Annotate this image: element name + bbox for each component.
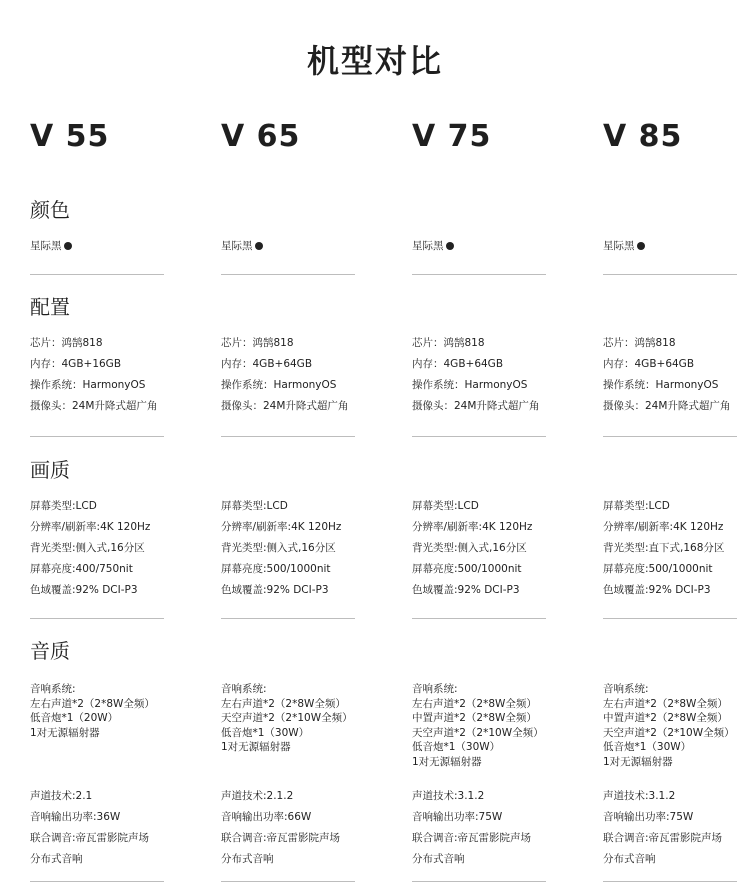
spec-line: 中置声道*2（2*8W全频）	[603, 712, 728, 724]
spec-line: 声道技术:2.1.2	[221, 790, 294, 802]
spec-line: 分布式音响	[412, 853, 465, 865]
color-swatch	[446, 242, 454, 250]
spec-line: 色域覆盖:92% DCI-P3	[603, 584, 711, 596]
color-value: 星际黑	[412, 240, 444, 252]
section-color-label: 颜色	[30, 198, 70, 222]
divider	[412, 881, 546, 882]
divider	[412, 436, 546, 437]
spec-line: 摄像头：24M升降式超广角	[30, 400, 158, 412]
display-list	[412, 496, 562, 601]
spec-line: 操作系统：HarmonyOS	[412, 379, 528, 391]
color-swatch	[64, 242, 72, 250]
spec-line: 联合调音:帝瓦雷影院声场	[603, 832, 723, 844]
sound-tech-list	[412, 786, 562, 870]
spec-line: 1对无源辐射器	[603, 755, 673, 768]
spec-line: 天空声道*2（2*10W全频）	[603, 726, 735, 739]
spec-line: 摄像头：24M升降式超广角	[221, 400, 349, 412]
spec-line: 中置声道*2（2*8W全频）	[412, 712, 537, 724]
sound-system-list	[30, 682, 180, 740]
spec-line: 屏幕亮度:500/1000nit	[603, 563, 713, 575]
spec-line: 芯片：鸿鹄818	[603, 337, 676, 349]
model-name: V 85	[603, 119, 683, 154]
display-list	[221, 496, 371, 601]
color-row	[603, 236, 750, 257]
spec-line: 背光类型:侧入式,16分区	[412, 542, 527, 554]
spec-line: 音响系统:	[30, 683, 76, 695]
color-row	[221, 236, 371, 257]
spec-line: 1对无源辐射器	[221, 741, 291, 753]
spec-line: 分辨率/刷新率:4K 120Hz	[412, 521, 533, 533]
color-row	[30, 236, 180, 257]
spec-line: 屏幕亮度:400/750nit	[30, 563, 133, 575]
divider	[221, 881, 355, 882]
section-display-label: 画质	[30, 458, 70, 482]
spec-line: 屏幕类型:LCD	[30, 500, 97, 512]
model-name: V 75	[412, 119, 492, 154]
spec-line: 联合调音:帝瓦雷影院声场	[30, 832, 150, 844]
spec-line: 音响系统:	[221, 683, 267, 695]
spec-line: 内存：4GB+64GB	[412, 358, 504, 370]
divider	[30, 618, 164, 619]
divider	[221, 274, 355, 275]
color-swatch	[637, 242, 645, 250]
spec-line: 背光类型:直下式,168分区	[603, 542, 725, 554]
color-row	[412, 236, 562, 257]
spec-line: 声道技术:3.1.2	[412, 790, 485, 802]
config-list	[412, 333, 562, 417]
divider	[30, 881, 164, 882]
spec-line: 分布式音响	[30, 853, 83, 865]
spec-line: 联合调音:帝瓦雷影院声场	[412, 832, 532, 844]
spec-line: 屏幕亮度:500/1000nit	[412, 563, 522, 575]
spec-line: 背光类型:侧入式,16分区	[221, 542, 336, 554]
divider	[603, 881, 737, 882]
divider	[221, 618, 355, 619]
sound-tech-list	[30, 786, 180, 870]
sound-system-list	[412, 682, 562, 769]
spec-line: 联合调音:帝瓦雷影院声场	[221, 832, 341, 844]
spec-line: 分辨率/刷新率:4K 120Hz	[221, 521, 342, 533]
spec-line: 左右声道*2（2*8W全频）	[221, 697, 346, 710]
divider	[412, 274, 546, 275]
divider	[30, 436, 164, 437]
spec-line: 操作系统：HarmonyOS	[30, 379, 146, 391]
spec-line: 音响输出功率:75W	[603, 811, 694, 823]
display-list	[603, 496, 750, 601]
spec-line: 音响输出功率:66W	[221, 811, 312, 823]
color-value: 星际黑	[30, 240, 62, 252]
spec-line: 左右声道*2（2*8W全频）	[30, 697, 155, 710]
divider	[603, 618, 737, 619]
sound-tech-list	[603, 786, 750, 870]
spec-line: 内存：4GB+64GB	[603, 358, 695, 370]
spec-line: 芯片：鸿鹄818	[412, 337, 485, 349]
spec-line: 屏幕亮度:500/1000nit	[221, 563, 331, 575]
spec-line: 天空声道*2（2*10W全频）	[221, 712, 353, 724]
display-list	[30, 496, 180, 601]
spec-line: 芯片：鸿鹄818	[30, 337, 103, 349]
spec-line: 低音炮*1（20W）	[30, 712, 119, 724]
spec-line: 背光类型:侧入式,16分区	[30, 542, 145, 554]
page-title: 机型对比	[306, 42, 443, 80]
spec-line: 摄像头：24M升降式超广角	[412, 400, 540, 412]
divider	[603, 436, 737, 437]
spec-line: 低音炮*1（30W）	[221, 726, 310, 739]
spec-line: 操作系统：HarmonyOS	[221, 379, 337, 391]
spec-line: 左右声道*2（2*8W全频）	[412, 697, 537, 710]
spec-line: 分布式音响	[221, 853, 274, 865]
spec-line: 天空声道*2（2*10W全频）	[412, 726, 544, 739]
section-config-label: 配置	[30, 295, 70, 319]
spec-line: 屏幕类型:LCD	[221, 500, 288, 512]
spec-line: 1对无源辐射器	[30, 726, 100, 739]
spec-line: 音响输出功率:75W	[412, 811, 503, 823]
sound-system-list	[221, 682, 371, 755]
spec-line: 操作系统：HarmonyOS	[603, 379, 719, 391]
spec-line: 分辨率/刷新率:4K 120Hz	[603, 521, 724, 533]
spec-line: 摄像头：24M升降式超广角	[603, 400, 731, 412]
spec-line: 分辨率/刷新率:4K 120Hz	[30, 521, 151, 533]
spec-line: 低音炮*1（30W）	[603, 741, 692, 753]
spec-line: 芯片：鸿鹄818	[221, 337, 294, 349]
spec-line: 色域覆盖:92% DCI-P3	[412, 584, 520, 596]
spec-line: 内存：4GB+16GB	[30, 358, 122, 370]
color-value: 星际黑	[603, 240, 635, 252]
spec-line: 左右声道*2（2*8W全频）	[603, 697, 728, 710]
spec-line: 音响系统:	[603, 683, 649, 695]
config-list	[221, 333, 371, 417]
spec-line: 屏幕类型:LCD	[603, 500, 670, 512]
config-list	[603, 333, 750, 417]
color-swatch	[255, 242, 263, 250]
divider	[221, 436, 355, 437]
spec-line: 屏幕类型:LCD	[412, 500, 479, 512]
spec-line: 音响系统:	[412, 683, 458, 695]
spec-line: 声道技术:3.1.2	[603, 790, 676, 802]
spec-line: 色域覆盖:92% DCI-P3	[30, 584, 138, 596]
divider	[30, 274, 164, 275]
spec-line: 分布式音响	[603, 853, 656, 865]
model-name: V 65	[221, 119, 301, 154]
config-list	[30, 333, 180, 417]
spec-line: 内存：4GB+64GB	[221, 358, 313, 370]
sound-tech-list	[221, 786, 371, 870]
spec-line: 声道技术:2.1	[30, 790, 93, 802]
spec-line: 1对无源辐射器	[412, 755, 482, 768]
spec-line: 色域覆盖:92% DCI-P3	[221, 584, 329, 596]
color-value: 星际黑	[221, 240, 253, 252]
divider	[412, 618, 546, 619]
spec-line: 低音炮*1（30W）	[412, 741, 501, 753]
section-sound-label: 音质	[30, 639, 70, 663]
sound-system-list	[603, 682, 750, 769]
divider	[603, 274, 737, 275]
model-name: V 55	[30, 119, 110, 154]
spec-line: 音响输出功率:36W	[30, 811, 121, 823]
